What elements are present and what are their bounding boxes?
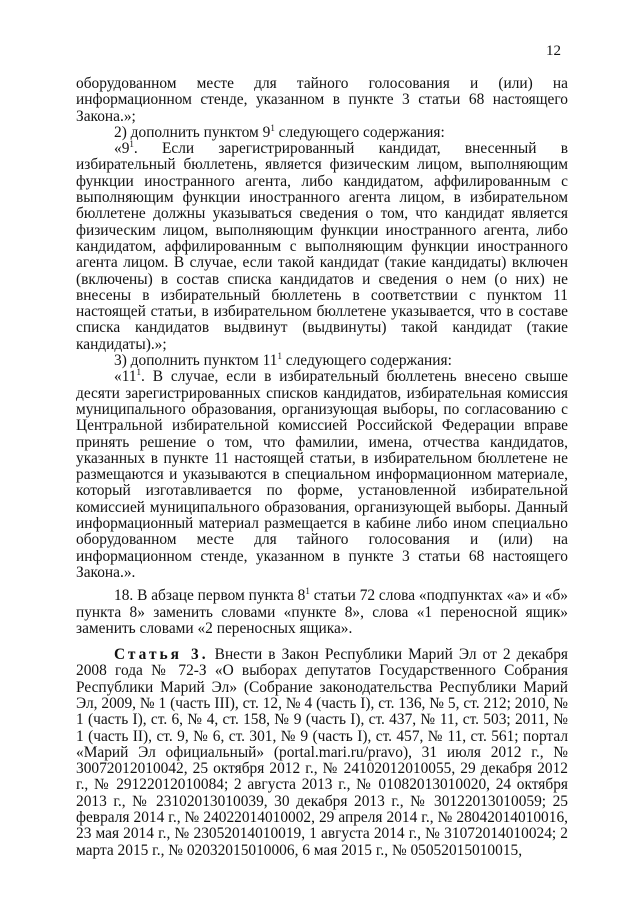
- amendment-item-3: [76, 350, 568, 370]
- text-run: оборудованном месте для тайного голосования и (или) на информационном стенде, указанном в пункте 3 статьи 68 настоящего Закона.»;: [76, 75, 568, 125]
- superscript-index: 1: [129, 139, 134, 150]
- quoted-clause-9-1: [76, 141, 568, 353]
- amendment-point-18: [76, 588, 568, 637]
- superscript-index: 1: [305, 586, 310, 597]
- amendment-item-2: [76, 122, 568, 141]
- text-run: «9: [114, 140, 130, 158]
- text-run: статьи 72 слова «подпунктах «а» и «б» пункта 8» заменить словами «пункте 8», слова «1 переносной ящик» заменить словами «2 переносных ящика».: [76, 587, 569, 637]
- text-run: . В случае, если в избирательный бюллетень внесено свыше десяти зарегистрированных списков кандидатов, избирательная комиссия муниципального образования, организующая выборы, по согласованию с Центральной избирательной комиссией Российской Федерации вправе принять решение о том, что фамилии, имена, отчества кандидатов, указанных в пункте 11 настоящей статьи, в избирательном бюллетене не размещаются и указываются в специальном информационном материале, который изготавливается по форме, установленной избирательной комиссией муниципального образования, организующей выборы. Данный информационный материал размещается в кабине либо ином специально оборудованном месте для тайного голосования и (или) на информационном стенде, указанном в пункте 3 статьи 68 настоящего Закона.».: [76, 368, 568, 581]
- text-run: 3) дополнить пунктом 11: [114, 352, 278, 370]
- superscript-index: 1: [136, 367, 142, 378]
- document-body: [76, 76, 568, 859]
- article-heading: Статья 3.: [114, 646, 209, 664]
- quoted-clause-11-1: [76, 369, 568, 581]
- text-run: 18. В абзаце первом пункта 8: [114, 587, 306, 605]
- superscript-index: 1: [277, 350, 282, 361]
- text-run: 2) дополнить пунктом 9: [114, 123, 271, 141]
- paragraph-continuation: [76, 76, 568, 125]
- text-run: следующего содержания:: [274, 123, 445, 141]
- page-number: 12: [546, 43, 561, 59]
- superscript-index: 1: [270, 122, 275, 133]
- text-run: Внести в Закон Республики Марий Эл от 2 декабря 2008 года № 72-З «О выборах депутатов Государственного Собрания Республики Марий Эл» (Собрание законодательства Республики Марий Эл, 2009, № 1 (часть III), ст. 12, № 4 (часть I), ст. 136, № 5, ст. 212; 2010, № 1 (часть I), ст. 6, № 4, ст. 158, № 9 (часть I), ст. 437, № 11, ст. 503; 2011, № 1 (часть II), ст. 9, № 6, ст. 301, № 9 (часть I), ст. 457, № 11, ст. 561; портал «Марий Эл официальный» (portal.mari.ru/pravo), 31 июля 2012 г., № 30072012010042, 25 октября 2012 г., № 24102012010055, 29 декабря 2012 г., № 29122012010084; 2 августа 2013 г., № 01082013010020, 24 октября 2013 г., № 23102013010039, 30 декабря 2013 г., № 30122013010059; 25 февраля 2014 г., № 24022014010002, 29 апреля 2014 г., № 28042014010016, 23 мая 2014 г., № 23052014010019, 1 августа 2014 г., № 31072014010024; 2 марта 2015 г., № 02032015010006, 6 мая 2015 г., № 05052015010015,: [76, 646, 568, 859]
- text-run: следующего содержания:: [281, 352, 452, 370]
- text-run: . Если зарегистрированный кандидат, внесенный в избирательный бюллетень, является физическим лицом, выполняющим функции иностранного агента, либо кандидатом, аффилированным с выполняющим функции иностранного агента лицом, в избирательном бюллетене должны указываться сведения о том, что кандидат является физическим лицом, выполняющим функции иностранного агента, либо кандидатом, аффилированным с выполняющим функции иностранного агента лицом. В случае, если такой кандидат (такие кандидаты) включен (включены) в состав списка кандидатов и сведения о нем (о них) не внесены в избирательный бюллетень в соответствии с пунктом 11 настоящей статьи, в избирательном бюллетене указывается, что в составе списка кандидатов выдвинут (выдвинуты) такой кандидат (такие кандидаты).»;: [76, 140, 568, 353]
- text-run: «11: [114, 368, 137, 386]
- article-3: [76, 647, 568, 859]
